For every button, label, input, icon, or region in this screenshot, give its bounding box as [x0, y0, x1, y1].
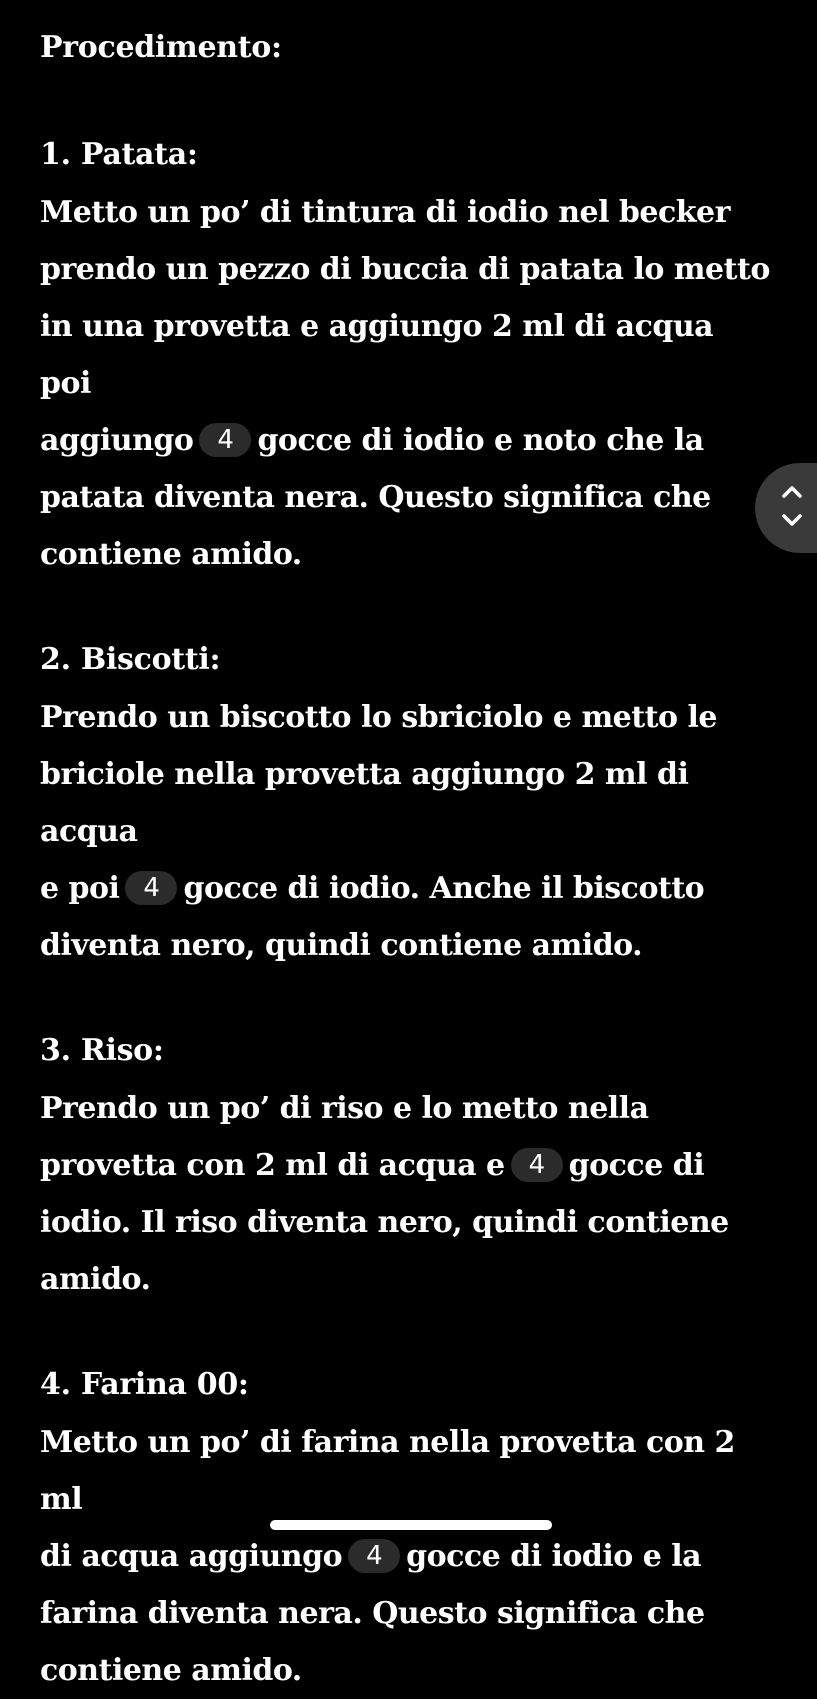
- text-line-with-blank: [40, 1137, 770, 1194]
- text-line: patata diventa nera. Questo significa che: [40, 480, 711, 515]
- spacer: [40, 583, 770, 631]
- spacer: [40, 974, 770, 1022]
- document-body: [40, 18, 770, 1699]
- chevron-down-icon[interactable]: [781, 509, 803, 531]
- section-title: 4. Farina 00:: [40, 1367, 249, 1402]
- text-line: in una provetta e aggiungo 2 ml di acqua poi: [40, 309, 714, 401]
- section-biscotti: [40, 631, 770, 974]
- section-patata: [40, 126, 770, 583]
- text-line: iodio. Il riso diventa nero, quindi contiene: [40, 1205, 729, 1240]
- spacer: [40, 1308, 770, 1356]
- blank-answer: 4: [348, 1539, 400, 1573]
- text-line: Prendo un po’ di riso e lo metto nella: [40, 1091, 649, 1126]
- text-line: diventa nero, quindi contiene amido.: [40, 928, 643, 963]
- blank-answer: 4: [511, 1148, 563, 1182]
- text-fragment: gocce di iodio e la: [406, 1539, 702, 1574]
- text-line: amido.: [40, 1262, 151, 1297]
- section-riso: [40, 1022, 770, 1308]
- text-fragment: provetta con 2 ml di acqua e: [40, 1148, 505, 1183]
- text-line-with-blank: [40, 412, 770, 469]
- text-line-with-blank: [40, 860, 770, 917]
- text-line: prendo un pezzo di buccia di patata lo metto: [40, 252, 770, 287]
- section-title: 3. Riso:: [40, 1033, 164, 1068]
- section-title: 2. Biscotti:: [40, 642, 221, 677]
- text-line: Metto un po’ di tintura di iodio nel becker: [40, 195, 730, 230]
- blank-answer: 4: [125, 871, 177, 905]
- text-fragment: gocce di iodio e noto che la: [257, 423, 704, 458]
- text-line: contiene amido.: [40, 1653, 302, 1688]
- spacer: [40, 78, 770, 126]
- text-fragment: di acqua aggiungo: [40, 1539, 343, 1574]
- text-line-with-blank: [40, 1528, 770, 1585]
- text-fragment: aggiungo: [40, 423, 194, 458]
- text-fragment: e poi: [40, 871, 120, 906]
- chevron-up-icon[interactable]: [781, 481, 803, 503]
- blank-answer: 4: [199, 423, 251, 457]
- section-title: 1. Patata:: [40, 137, 198, 172]
- text-fragment: gocce di iodio. Anche il biscotto: [183, 871, 705, 906]
- horizontal-scroll-indicator[interactable]: [270, 1520, 552, 1530]
- text-line: farina diventa nera. Questo significa che: [40, 1596, 705, 1631]
- text-line: Prendo un biscotto lo sbriciolo e metto le: [40, 700, 717, 735]
- text-line: Metto un po’ di farina nella provetta con 2 ml: [40, 1425, 735, 1517]
- text-fragment: gocce di: [568, 1148, 705, 1183]
- page-title: Procedimento:: [40, 30, 282, 65]
- text-line: contiene amido.: [40, 537, 302, 572]
- text-line: briciole nella provetta aggiungo 2 ml di acqua: [40, 757, 689, 849]
